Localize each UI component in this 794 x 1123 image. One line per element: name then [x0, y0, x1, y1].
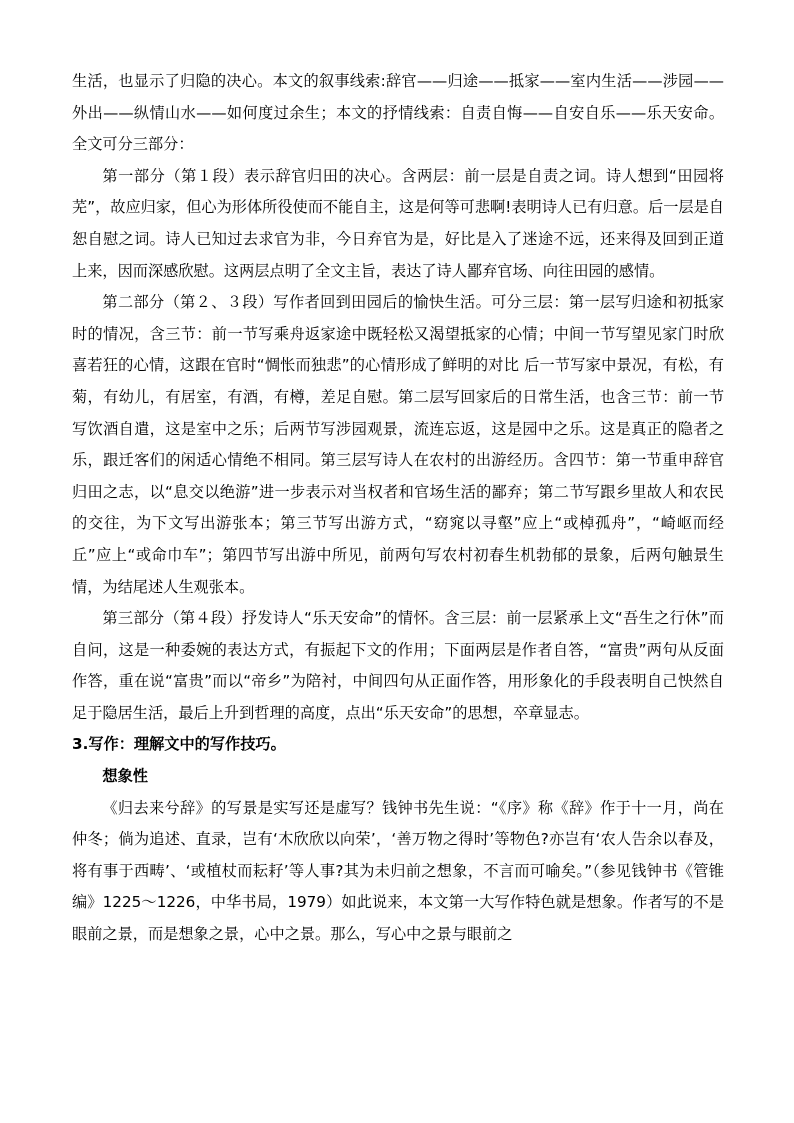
paragraph-continuation: 生活，也显示了归隐的决心。本文的叙事线索:辞官——归途——抵家——室内生活——涉园——外出——纵情山水——如何度过余生；本文的抒情线索：自责自悔——自安自乐——乐天安命。全文可分三部分：: [72, 72, 724, 154]
paragraph-part-one: 第一部分（第１段）表示辞官归田的决心。含两层：前一层是自责之词。诗人想到“田园将芜”，故应归家，但心为形体所役使而不能自主，这是何等可悲啊!表明诗人已有归意。后一层是自恕自慰之词。诗人已知过去求官为非，今日弃官为是，好比是入了迷途不远，还来得及回到正道上来，因而深感欣慰。这两层点明了全文主旨，表达了诗人鄙弃官场、向往田园的感情。: [72, 166, 724, 280]
document-body: [72, 66, 724, 951]
subheading-imagination: 想象性: [102, 767, 148, 786]
paragraph-part-three: 第三部分（第４段）抒发诗人“乐天安命”的情怀。含三层：前一层紧承上文“吾生之行休”而自问，这是一种委婉的表达方式，有振起下文的作用；下面两层是作者自答，“富贵”两句从反面作答，重在说“富贵”而以“帝乡”为陪衬，中间四句从正面作答，用形象化的手段表明自己怏然自足于隐居生活，最后上升到哲理的高度，点出“乐天安命”的思想，卒章显志。: [72, 609, 724, 722]
paragraph-imagination: 《归去来兮辞》的写景是实写还是虚写？钱钟书先生说：“《序》称《辞》作于十一月，尚在仲冬；倘为追述、直录，岂有‘木欣欣以向荣’，‘善万物之得时’等物色?亦岂有‘农人告余以春及，将有事于西畴’、‘或植杖而耘耔’等人事?其为未归前之想象，不言而可喻矣。”（参见钱钟书《管锥编》1225～1226，中华书局，1979）如此说来，本文第一大写作特色就是想象。作者写的不是眼前之景，而是想象之景，心中之景。那么，写心中之景与眼前之: [72, 798, 724, 944]
paragraph-part-two: 第二部分（第２、３段）写作者回到田园后的愉快生活。可分三层：第一层写归途和初抵家时的情况，含三节：前一节写乘舟返家途中既轻松又渴望抵家的心情；中间一节写望见家门时欣喜若狂的心情，这跟在官时“惆怅而独悲”的心情形成了鲜明的对比 后一节写家中景况，有松，有菊，有幼儿，有居室，有酒，有樽，差足自慰。第二层写回家后的日常生活，也含三节：前一节写饮酒自遣，这是室中之乐；后两节写涉园观景，流连忘返，这是园中之乐。这是真正的隐者之乐，跟迁客们的闲适心情绝不相同。第三层写诗人在农村的出游经历。含四节：第一节重申辞官归田之志，以“息交以绝游”进一步表示对当权者和官场生活的鄙弃；第二节写跟乡里故人和农民的交往，为下文写出游张本；第三节写出游方式，“窈窕以寻壑”应上“或棹孤舟”，“崎岖而经丘”应上“或命巾车”；第四节写出游中所见，前两句写农村初春生机勃郁的景象，后两句触景生情，为结尾述人生观张本。: [72, 293, 724, 596]
section-heading-writing: 3.写作：理解文中的写作技巧。: [72, 735, 286, 754]
